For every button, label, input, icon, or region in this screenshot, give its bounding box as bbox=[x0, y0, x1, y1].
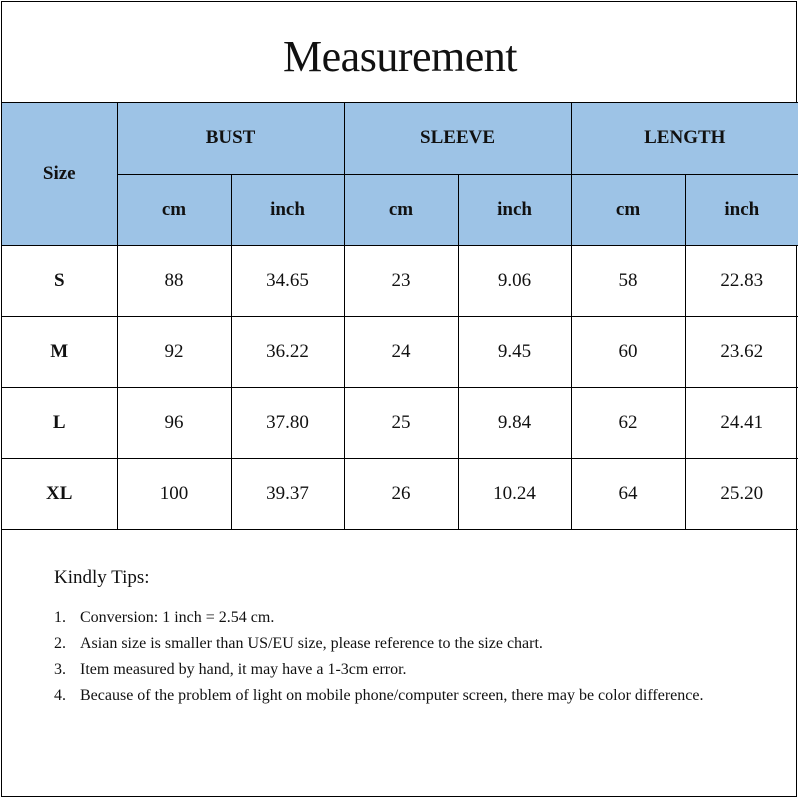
tip-number: 2. bbox=[54, 635, 66, 652]
table-cell: 22.83 bbox=[685, 245, 798, 316]
table-cell: 9.06 bbox=[458, 245, 571, 316]
tips-title: Kindly Tips: bbox=[54, 567, 150, 588]
table-cell: 25 bbox=[344, 387, 458, 458]
unit-header: cm bbox=[117, 174, 231, 245]
size-table bbox=[2, 103, 798, 530]
table-cell: 10.24 bbox=[458, 458, 571, 529]
kindly-tips bbox=[54, 567, 774, 709]
table-cell: 62 bbox=[571, 387, 685, 458]
unit-header: inch bbox=[458, 174, 571, 245]
tip-text: Asian size is smaller than US/EU size, please reference to the size chart. bbox=[80, 635, 543, 652]
unit-header: cm bbox=[571, 174, 685, 245]
size-cell: M bbox=[2, 316, 117, 387]
table-cell: 25.20 bbox=[685, 458, 798, 529]
group-header-length: LENGTH bbox=[571, 103, 798, 174]
table-cell: 23 bbox=[344, 245, 458, 316]
table-row bbox=[2, 458, 798, 529]
table-cell: 37.80 bbox=[231, 387, 344, 458]
table-cell: 96 bbox=[117, 387, 231, 458]
table-cell: 88 bbox=[117, 245, 231, 316]
list-item bbox=[54, 605, 774, 631]
table-cell: 24.41 bbox=[685, 387, 798, 458]
group-header-bust: BUST bbox=[117, 103, 344, 174]
table-row bbox=[2, 387, 798, 458]
tip-text: Item measured by hand, it may have a 1-3cm error. bbox=[80, 661, 407, 678]
tip-number: 4. bbox=[54, 687, 66, 704]
tip-number: 1. bbox=[54, 609, 66, 626]
table-cell: 92 bbox=[117, 316, 231, 387]
tip-number: 3. bbox=[54, 661, 66, 678]
list-item bbox=[54, 683, 774, 709]
tip-text: Conversion: 1 inch = 2.54 cm. bbox=[80, 609, 275, 626]
table-cell: 58 bbox=[571, 245, 685, 316]
size-cell: XL bbox=[2, 458, 117, 529]
group-header-sleeve: SLEEVE bbox=[344, 103, 571, 174]
unit-header: cm bbox=[344, 174, 458, 245]
size-header: Size bbox=[2, 103, 117, 245]
table-cell: 60 bbox=[571, 316, 685, 387]
table-cell: 23.62 bbox=[685, 316, 798, 387]
table-cell: 34.65 bbox=[231, 245, 344, 316]
measurement-card bbox=[1, 1, 797, 797]
table-row bbox=[2, 316, 798, 387]
table-cell: 26 bbox=[344, 458, 458, 529]
table-cell: 100 bbox=[117, 458, 231, 529]
unit-header: inch bbox=[685, 174, 798, 245]
table-cell: 39.37 bbox=[231, 458, 344, 529]
list-item bbox=[54, 631, 774, 657]
size-cell: S bbox=[2, 245, 117, 316]
size-cell: L bbox=[2, 387, 117, 458]
table-cell: 9.45 bbox=[458, 316, 571, 387]
table-row bbox=[2, 245, 798, 316]
group-header-row bbox=[2, 103, 798, 174]
list-item bbox=[54, 657, 774, 683]
unit-header: inch bbox=[231, 174, 344, 245]
table-cell: 9.84 bbox=[458, 387, 571, 458]
tips-list bbox=[54, 605, 774, 709]
table-cell: 36.22 bbox=[231, 316, 344, 387]
page-title: Measurement bbox=[283, 31, 517, 81]
table-cell: 24 bbox=[344, 316, 458, 387]
title-bar bbox=[2, 2, 798, 103]
tip-text: Because of the problem of light on mobile phone/computer screen, there may be color difference. bbox=[80, 687, 704, 704]
table-cell: 64 bbox=[571, 458, 685, 529]
unit-header-row bbox=[2, 174, 798, 245]
